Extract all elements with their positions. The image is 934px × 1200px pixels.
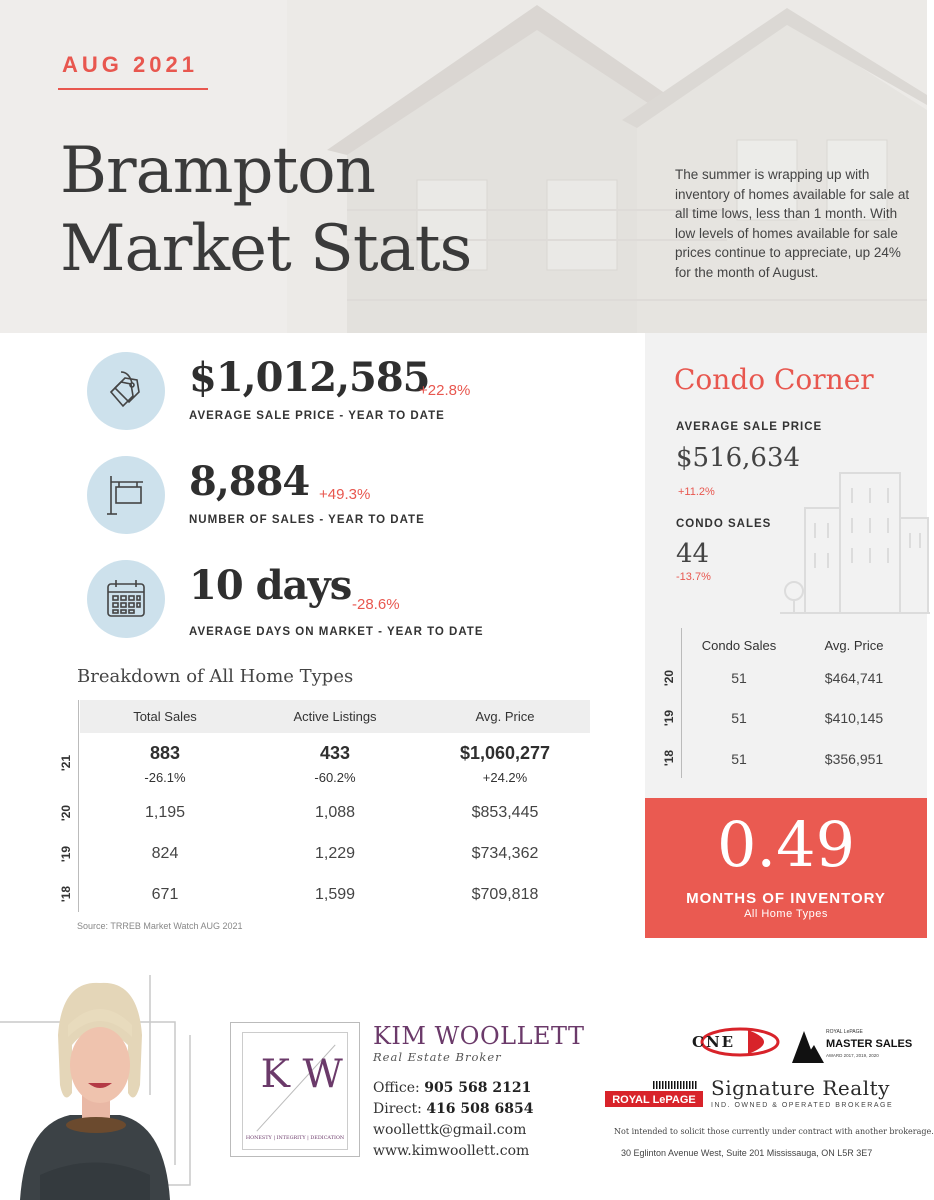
stat-label: AVERAGE SALE PRICE - YEAR TO DATE	[189, 410, 445, 422]
buildings-icon	[780, 463, 930, 613]
cne-logo	[688, 1026, 780, 1060]
months-of-inventory-box	[645, 798, 927, 938]
stat-value: 10 days	[189, 562, 352, 609]
row-year: '19	[662, 709, 676, 727]
table-cell: 1,088	[314, 804, 356, 821]
breakdown-header-total-sales: Total Sales	[133, 709, 197, 724]
row-year: '20	[59, 804, 73, 822]
row-year: '21	[59, 754, 73, 772]
direct-phone-value: 416 508 6854	[426, 1101, 534, 1117]
condo-corner-panel	[645, 333, 927, 798]
master-sub-text: AWARD 2017, 2019, 2020	[826, 1053, 879, 1058]
stat-label: AVERAGE DAYS ON MARKET - YEAR TO DATE	[189, 626, 484, 638]
table-cell: $356,951	[824, 751, 884, 767]
table-cell: $853,445	[471, 804, 539, 821]
logo-letters: K W	[260, 1052, 343, 1098]
stat-change: +22.8%	[419, 382, 471, 399]
stat-average-sale-price	[87, 352, 587, 432]
condo-sales-label: CONDO SALES	[676, 518, 772, 530]
agent-photo	[0, 975, 210, 1200]
report-month: AUG 2021	[62, 52, 198, 77]
month-underline	[58, 88, 208, 90]
stat-label: NUMBER OF SALES - YEAR TO DATE	[189, 514, 425, 526]
table-cell: $410,145	[824, 710, 884, 726]
disclaimer-text: Not intended to solicit those currently under contract with another brokerage.	[614, 1127, 934, 1136]
royal-lepage-logo	[605, 1079, 703, 1109]
hero-section	[0, 0, 927, 333]
months-of-inventory-label: MONTHS OF INVENTORY	[686, 890, 886, 907]
direct-phone[interactable]	[373, 1101, 534, 1117]
agent-name: KIM WOOLLETT	[373, 1022, 585, 1050]
royal-text: ROYAL LePAGE	[612, 1094, 696, 1106]
breakdown-header-active-listings: Active Listings	[293, 709, 377, 724]
condo-avg-price-label: AVERAGE SALE PRICE	[676, 421, 823, 433]
stat-value: $1,012,585	[189, 354, 430, 401]
master-sales-logo	[792, 1025, 913, 1063]
stat-change: +49.3%	[319, 486, 371, 503]
stat-value: 8,884	[189, 458, 310, 505]
table-cell: 433	[319, 743, 351, 763]
master-top-text: ROYAL LePAGE	[826, 1029, 863, 1035]
intro-text: The summer is wrapping up with inventory of homes available for sale at all time lows, less than 1 month. With low levels of homes available for sale prices continue to appreciate, up 24% for the month of August.	[675, 167, 910, 280]
table-cell-change: +24.2%	[482, 770, 528, 785]
title-line-1: Brampton	[60, 134, 375, 208]
table-cell-change: -60.2%	[314, 770, 356, 785]
title-line-2: Market Stats	[60, 212, 472, 286]
condo-corner-title: Condo Corner	[674, 363, 874, 396]
stat-days-on-market	[87, 560, 587, 640]
condo-sales-change: -13.7%	[676, 571, 711, 583]
table-cell: 671	[151, 886, 179, 903]
brokerage-name: Signature Realty	[711, 1076, 890, 1100]
table-cell: 51	[731, 670, 747, 686]
logo-tagline: HONESTY | INTEGRITY | DEDICATION	[245, 1135, 345, 1142]
breakdown-header-row	[80, 700, 590, 733]
table-cell: 1,599	[314, 886, 356, 903]
table-cell-change: -26.1%	[144, 770, 186, 785]
price-tag-icon	[87, 352, 165, 430]
source-note: Source: TRREB Market Watch AUG 2021	[77, 921, 243, 931]
table-cell: 51	[731, 710, 747, 726]
table-cell: $734,362	[471, 845, 539, 862]
stat-change: -28.6%	[352, 596, 400, 613]
table-cell: 1,229	[314, 845, 356, 862]
table-cell: 51	[731, 751, 747, 767]
row-year: '18	[59, 885, 73, 903]
condo-header-price: Avg. Price	[824, 638, 884, 653]
office-phone-label: Office:	[373, 1080, 420, 1096]
row-year: '19	[59, 845, 73, 863]
agent-email-link[interactable]: woollettk@gmail.com	[373, 1122, 527, 1138]
condo-avg-price-change: +11.2%	[678, 486, 715, 498]
table-cell: $709,818	[471, 886, 539, 903]
months-of-inventory-value: 0.49	[716, 808, 856, 881]
brokerage-address: 30 Eglinton Avenue West, Suite 201 Mississauga, ON L5R 3E7	[621, 1148, 873, 1158]
master-text: MASTER SALES	[826, 1038, 913, 1050]
office-phone-value: 905 568 2121	[424, 1080, 532, 1096]
table-cell: $1,060,277	[459, 743, 551, 763]
cne-text: CNE	[692, 1033, 736, 1051]
office-phone[interactable]	[373, 1080, 531, 1096]
condo-avg-price-value: $516,634	[676, 443, 801, 473]
kw-logo	[242, 1032, 348, 1150]
row-year: '18	[662, 749, 676, 767]
agent-role: Real Estate Broker	[373, 1050, 502, 1064]
sign-post-icon	[87, 456, 165, 534]
table-cell: 824	[151, 845, 179, 862]
breakdown-axis-line	[78, 700, 79, 912]
stat-number-of-sales	[87, 456, 587, 536]
brokerage-subtitle: IND. OWNED & OPERATED BROKERAGE	[711, 1102, 894, 1109]
condo-table-axis-line	[681, 628, 682, 778]
breakdown-header-avg-price: Avg. Price	[475, 709, 535, 724]
table-cell: 883	[149, 743, 181, 763]
condo-header-sales: Condo Sales	[701, 638, 777, 653]
page-title	[60, 132, 471, 288]
condo-sales-value: 44	[676, 539, 710, 569]
calendar-icon	[87, 560, 165, 638]
direct-phone-label: Direct:	[373, 1101, 422, 1117]
breakdown-title: Breakdown of All Home Types	[77, 666, 354, 687]
table-cell: 1,195	[144, 804, 186, 821]
months-of-inventory-sub: All Home Types	[744, 908, 828, 920]
agent-website-link[interactable]: www.kimwoollett.com	[373, 1143, 530, 1159]
row-year: '20	[662, 669, 676, 687]
table-cell: $464,741	[824, 670, 884, 686]
